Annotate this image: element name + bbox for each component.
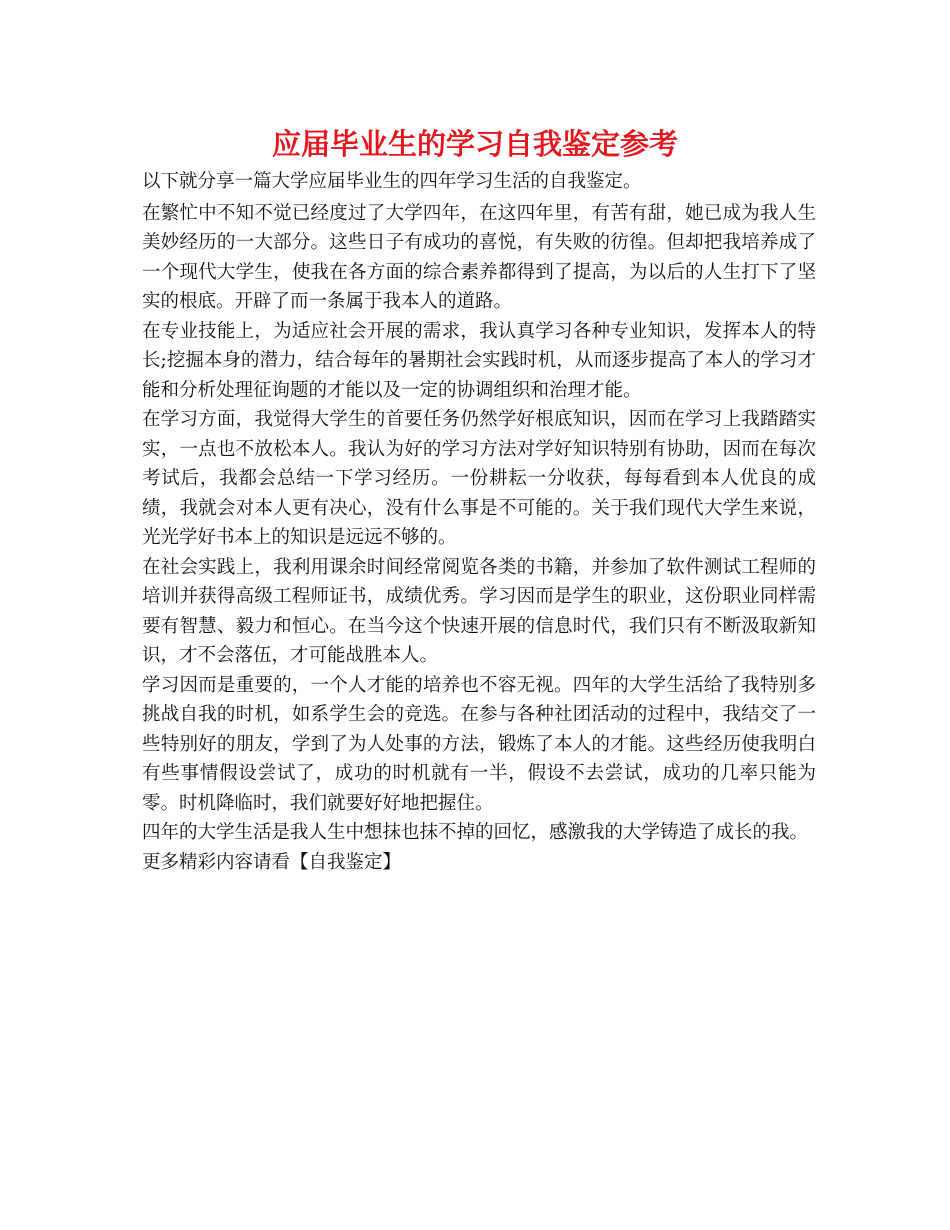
paragraph-reflection: 在繁忙中不知不觉已经度过了大学四年，在这四年里，有苦有甜，她已成为我人生美妙经历的一大部分。这些日子有成功的喜悦，有失败的彷徨。但却把我培养成了一个现代大学生，使我在各方面的综合素养都得到了提高，为以后的人生打下了坚实的根底。开辟了而一条属于我本人的道路。 — [142, 202, 816, 312]
more-content-link[interactable]: 更多精彩内容请看【自我鉴定】 — [142, 851, 402, 873]
document-body — [142, 167, 816, 877]
paragraph-professional-skills: 在专业技能上，为适应社会开展的需求，我认真学习各种专业知识，发挥本人的特长;挖掘本身的潜力，结合每年的暑期社会实践时机，从而逐步提高了本人的学习才能和分析处理征询题的才能以及一定的协调组织和治理才能。 — [142, 320, 816, 401]
paragraph-conclusion: 四年的大学生活是我人生中想抹也抹不掉的回忆，感激我的大学铸造了成长的我。 — [142, 822, 809, 843]
paragraph-social-practice: 在社会实践上，我利用课余时间经常阅览各类的书籍，并参加了软件测试工程师的培训并获得高级工程师证书，成绩优秀。学习因而是学生的职业，这份职业同样需要有智慧、毅力和恒心。在当今这个快速开展的信息时代，我们只有不断汲取新知识，才不会落伍，才可能战胜本人。 — [142, 556, 816, 666]
document-title: 应届毕业生的学习自我鉴定参考 — [271, 127, 678, 161]
paragraph-study: 在学习方面，我觉得大学生的首要任务仍然学好根底知识，因而在学习上我踏踏实实，一点也不放松本人。我认为好的学习方法对学好知识特别有协助，因而在每次考试后，我都会总结一下学习经历。一份耕耘一分收获，每每看到本人优良的成绩，我就会对本人更有决心，没有什么事是不可能的。关于我们现代大学生来说，光光学好书本上的知识是远远不够的。 — [142, 409, 816, 548]
paragraph-abilities: 学习因而是重要的，一个人才能的培养也不容无视。四年的大学生活给了我特别多挑战自我的时机，如系学生会的竞选。在参与各种社团活动的过程中，我结交了一些特别好的朋友，学到了为人处事的方法，锻炼了本人的才能。这些经历使我明白有些事情假设尝试了，成功的时机就有一半，假设不去尝试，成功的几率只能为零。时机降临时，我们就要好好地把握住。 — [142, 674, 816, 814]
intro-paragraph: 以下就分享一篇大学应届毕业生的四年学习生活的自我鉴定。 — [142, 171, 642, 192]
